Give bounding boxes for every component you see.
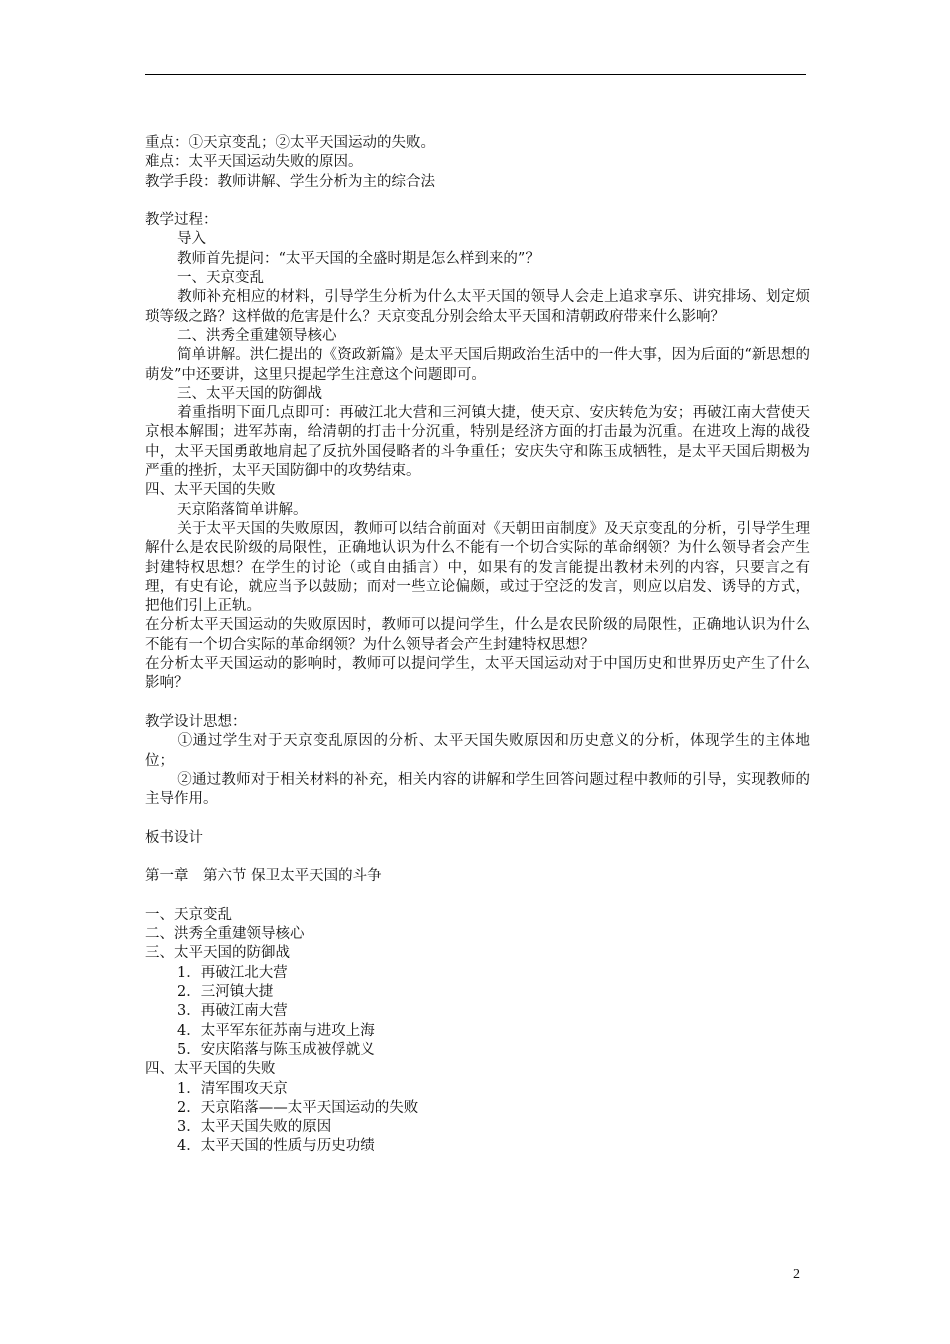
outline-subitem: 1．再破江北大营 [177, 964, 288, 981]
design-title: 教学设计思想： [145, 713, 247, 730]
spacer [145, 694, 810, 713]
difficulty: 难点：太平天国运动失败的原因。 [145, 154, 363, 171]
section2-title: 二、洪秀全重建领导核心 [177, 327, 337, 344]
section4-paragraph2: 关于太平天国的失败原因，教师可以结合前面对《天朝田亩制度》及天京变乱的分析，引导学生理解什么是农民阶级的局限性，正确地认识为什么不能有一个切合实际的革命纲领？为什么领导者会产生封建特权思想？在学生的讨论（或自由插言）中，如果有的发言能提出教材未列的内容，只要言之有理，有史有论，就应当予以鼓励；而对一些立论偏颇，或过于空泛的发言，则应以启发、诱导的方式，把他们引上正轨。 [145, 520, 810, 615]
spacer [145, 848, 810, 867]
section1-paragraph: 教师补充相应的材料，引导学生分析为什么太平天国的领导人会走上追求享乐、讲究排场、划定烦琐等级之路？这样做的危害是什么？天京变乱分别会给太平天国和清朝政府带来什么影响？ [145, 289, 810, 325]
intro-heading: 导入 [177, 231, 206, 248]
section2-paragraph: 简单讲解。洪仁提出的《资政新篇》是太平天国后期政治生活中的一件大事，因为后面的“新思想的萌发”中还要讲，这里只提起学生注意这个问题即可。 [145, 347, 810, 383]
outline-subitem: 2．三河镇大捷 [177, 984, 274, 1001]
chapter-title: 第一章 第六节 保卫太平天国的斗争 [145, 868, 382, 885]
outline-subitem: 1．清军围攻天京 [177, 1080, 288, 1097]
outline-subitem: 5．安庆陷落与陈玉成被俘就义 [177, 1041, 375, 1058]
section1-title: 一、天京变乱 [177, 270, 264, 287]
outline-subitem: 4．太平天国的性质与历史功绩 [177, 1138, 375, 1155]
section3-paragraph: 着重指明下面几点即可：再破江北大营和三河镇大捷，使天京、安庆转危为安；再破江南大营使天京根本解围；进军苏南，给清朝的打击十分沉重，特别是经济方面的打击最为沉重。在进攻上海的战役中，太平天国勇敢地肩起了反抗外国侵略者的斗争重任；安庆失守和陈玉成牺牲，是太平天国后期极为严重的挫折，太平天国防御中的攻势结束。 [145, 405, 810, 480]
key-points: 重点：①天京变乱；②太平天国运动的失败。 [145, 135, 435, 151]
spacer [145, 192, 810, 211]
outline-subitem: 3．再破江南大营 [177, 1003, 288, 1020]
teaching-means: 教学手段：教师讲解、学生分析为主的综合法 [145, 173, 435, 190]
section4-paragraph3: 在分析太平天国运动的失败原因时，教师可以提问学生，什么是农民阶级的局限性，正确地认识为什么不能有一个切合实际的革命纲领？为什么领导者会产生封建特权思想？ [145, 617, 810, 653]
teacher-question: 教师首先提问：“太平天国的全盛时期是怎么样到来的”？ [177, 250, 540, 267]
process-title: 教学过程： [145, 212, 218, 229]
section4-paragraph4: 在分析太平天国运动的影响时，教师可以提问学生，太平天国运动对于中国历史和世界历史产生了什么影响？ [145, 656, 810, 692]
outline-item-3: 三、太平天国的防御战 [145, 945, 290, 962]
board-title: 板书设计 [145, 829, 203, 846]
spacer [145, 887, 810, 906]
outline-subitem: 4．太平军东征苏南与进攻上海 [177, 1022, 375, 1039]
section4-title: 四、太平天国的失败 [145, 482, 276, 499]
design-paragraph1: ①通过学生对于天京变乱原因的分析、太平天国失败原因和历史意义的分析，体现学生的主体地位； [145, 733, 810, 769]
outline-item-4: 四、太平天国的失败 [145, 1061, 276, 1078]
outline-item-2: 二、洪秀全重建领导核心 [145, 926, 305, 943]
header-rule [145, 74, 806, 75]
spacer [145, 809, 810, 828]
outline-subitem: 2．天京陷落——太平天国运动的失败 [177, 1099, 419, 1116]
section4-paragraph1: 天京陷落简单讲解。 [177, 501, 308, 518]
design-paragraph2: ②通过教师对于相关材料的补充，相关内容的讲解和学生回答问题过程中教师的引导，实现教师的主导作用。 [145, 771, 810, 808]
page-number: 2 [793, 1267, 800, 1282]
outline-item-1: 一、天京变乱 [145, 906, 232, 923]
outline-subitem: 3．太平天国失败的原因 [177, 1119, 332, 1136]
document-body [145, 134, 810, 1157]
section3-title: 三、太平天国的防御战 [177, 385, 322, 402]
